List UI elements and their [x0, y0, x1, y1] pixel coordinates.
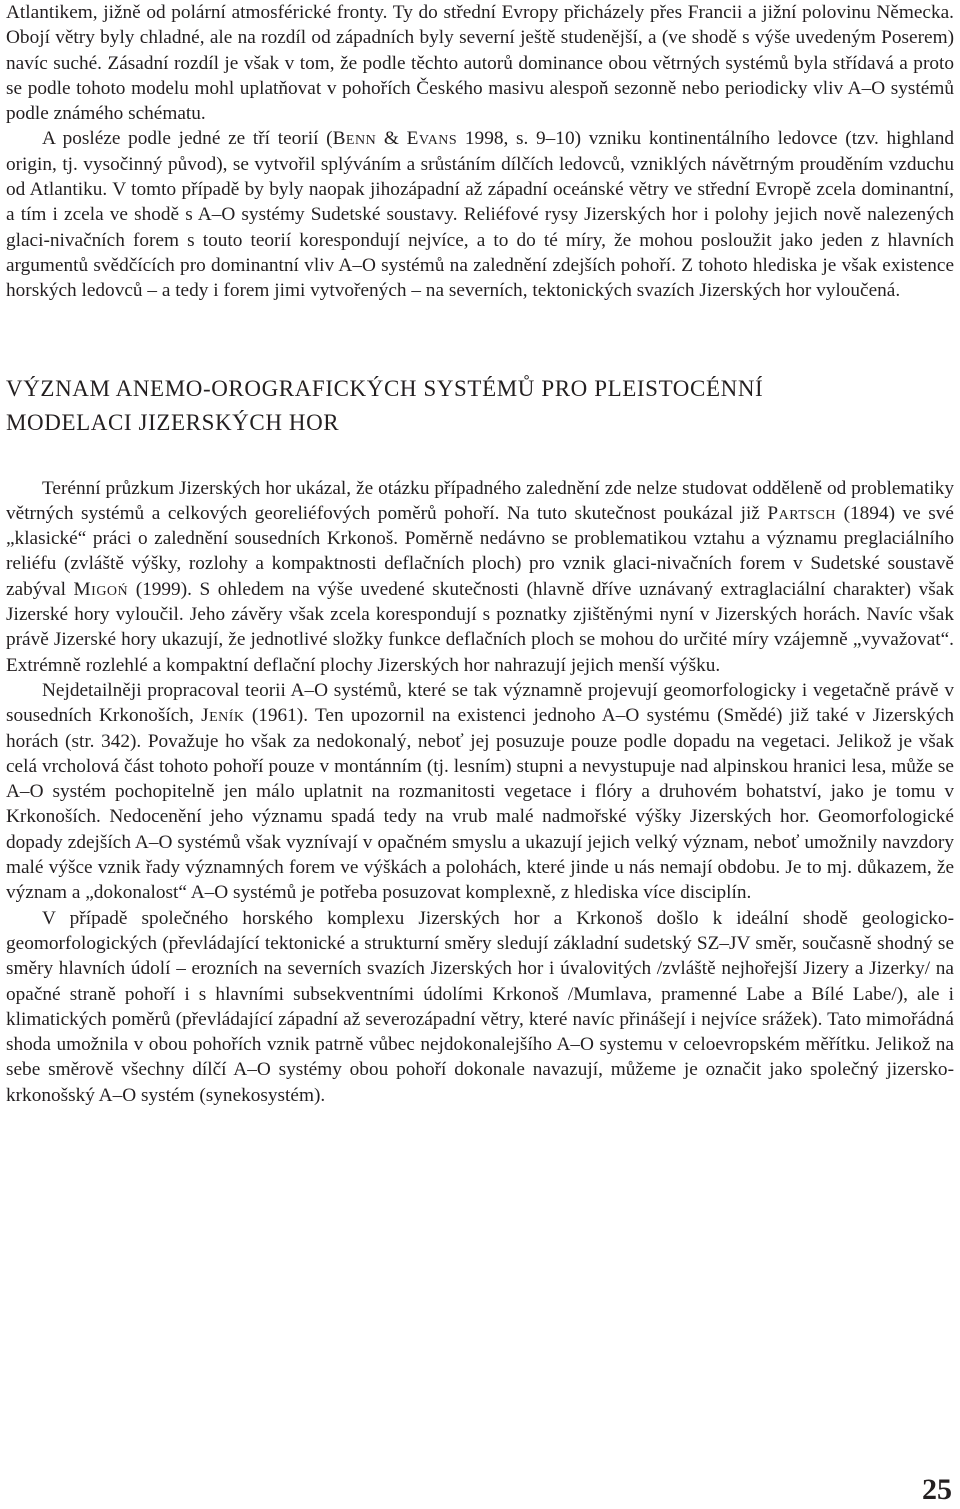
survey-text-2: (1894) ve své „klasické“ práci o zalednění sousedních Krkonoš. Poměrně nedávno se problematikou vztahu a významu preglaciálního reliéfu (zvláště výšky, rozlohy a kompaktnosti deflačních ploch) pro vznik glaci-nivačních forem v Sudetské soustavě zabýval: [6, 502, 954, 600]
section-heading: [6, 372, 954, 440]
page-number: 25: [922, 1473, 952, 1506]
survey-text-1: Terénní průzkum Jizerských hor ukázal, že otázku případného zalednění zde nelze studovat odděleně od problematiky větrných systémů a celkových georeliéfových poměrů pohoří. Na tuto skutečnost poukázal již: [6, 477, 954, 524]
complex-paragraph: [6, 906, 954, 1108]
theories-text-2: &: [376, 128, 407, 150]
jenik-text-1: Nejdetailněji propracoval teorii A–O systémů, které se tak významně projevují geomorfologicky i vegetačně právě v sousedních Krkonoších,: [6, 679, 954, 727]
author-citation-partsch: Partsch: [767, 502, 837, 524]
jenik-text-2: (1961). Ten upozornil na existenci jednoho A–O systému (Smědé) již také v Jizerských horách (str. 342). Považuje ho však za nedokonalý, neboť jej posuzuje pouze podle dopadu na vegetaci. Jelikož je však celá vrcholová část tohoto pohoří pouze v montánním (tj. lesním) stupni a nevystupuje nad alpinskou hranici lesa, může se A–O systém pochopitelně jen málo uplatnit na rozmanitosti vegetace i flóry a druhovém bohatství, jako je tomu v Krkonoších. Nedocenění jeho významu spadá tedy na vrub malé nadmořské výšky Jizerských hor. Geomorfologické dopady zdejších A–O systémů však vyznívají v opačném smyslu a ukazují jejich velký význam, neboť umožnily navzdory malé výšce vznik řady významných forem ve výškách a polohách, které jinde u nás nemají obdobu. Je to mj. důkazem, že význam a „dokonalost“ A–O systémů je potřeba posuzovat komplexně, z hlediska více disciplín.: [6, 705, 954, 904]
author-citation-benn: Benn: [332, 128, 377, 150]
section-heading-line-1: VÝZNAM ANEMO-OROGRAFICKÝCH SYSTÉMŮ PRO PLEISTOCÉNNÍ: [6, 375, 764, 401]
theories-text-3: 1998, s. 9–10) vzniku kontinentálního ledovce (tzv. highland origin, tj. vysočinný původ), se vytvořil splýváním a srůstáním dílčích ledovců, vzniklých návětrným prouděním vzduchu od Atlantiku. V tomto případě by byly naopak jihozápadní až západní oceánské větry ve střední Evropě zcela dominantní, a tím i zcela ve shodě s A–O systémy Sudetské soustavy. Reliéfové rysy Jizerských hor i polohy jejich nově nalezených glaci-nivačních forem s touto teorií korespondují nejvíce, a to do té míry, že mohou posloužit jako jeden z hlavních argumentů svědčících pro dominantní vliv A–O systémů na zalednění zdejších pohoří. Z tohoto hlediska je však existence horských ledovců – a tedy i forem jimi vytvořených – na severních, tektonických svazích Jizerských hor vyloučená.: [6, 128, 954, 302]
complex-text: V případě společného horského komplexu Jizerských hor a Krkonoš došlo k ideální shodě geologicko-geomorfologických (převládající tektonické a strukturní směry sledují základní sudetský SZ–JV směr, současně shodný se směry hlavních údolí – erozních na severních svazích Jizerských hor i úvalovitých /zvláště nejhořejší Jizery a Jizerky/ na opačné straně pohoří i s hlavními subsekventními údolími Krkonoš /Mumlava, pramenné Labe a Bílé Labe/), ale i klimatických poměrů (převládající západní až severozápadní větry, které navíc přinášejí i nejvíce srážek). Tato mimořádná shoda umožnila v obou pohořích vznik patrně vůbec nejdokonalejšího A–O systemu v celoevropském měřítku. Jelikož na sebe směrově všechny dílčí A–O systémy obou pohoří dokonale navazují, můžeme je označit jako společný jizersko-krkonošský A–O systém (synekosystém).: [6, 907, 954, 1106]
author-citation-jenik: Jeník: [201, 705, 245, 727]
jenik-paragraph: [6, 678, 954, 906]
author-citation-migon: Migoń: [73, 578, 129, 600]
survey-text-3: (1999). S ohledem na výše uvedené skutečnosti (hlavně dříve uznávaný extraglaciální charakter) však Jizerské hory vyloučil. Jeho závěry však zcela korespondují s poznatky zjištěnými nyní v Jizerských horách. Navíc však právě Jizerské hory ukazují, že jednotlivé složky funkce deflačních ploch se mohou do určité míry vzájemně „vyvažovat“. Extrémně rozlehlé a kompaktní deflační plochy Jizerských hor nahrazují jejich menší výšku.: [6, 578, 954, 676]
theories-paragraph: [6, 126, 954, 303]
continuation-text: Atlantikem, jižně od polární atmosférické fronty. Ty do střední Evropy přicházely přes Francii a jižní polovinu Německa. Obojí větry byly chladné, ale na rozdíl od západních byly severní ještě studenější, a (ve shodě s výše uvedeným Poserem) navíc suché. Zásadní rozdíl je však v tom, že podle těchto autorů dominance obou větrných systémů byla střídavá a proto se podle tohoto modelu mohl uplatňovat v pohořích Českého masivu alespoň sezonně nebo periodicky vliv A–O systémů podle známého schématu.: [6, 2, 954, 125]
section-heading-line-2: MODELACI JIZERSKÝCH HOR: [6, 409, 340, 435]
continuation-paragraph: [6, 0, 954, 126]
theories-text-1: A posléze podle jedné ze tří teorií (: [42, 128, 333, 150]
author-citation-evans: Evans: [406, 128, 458, 150]
survey-paragraph: [6, 476, 954, 678]
